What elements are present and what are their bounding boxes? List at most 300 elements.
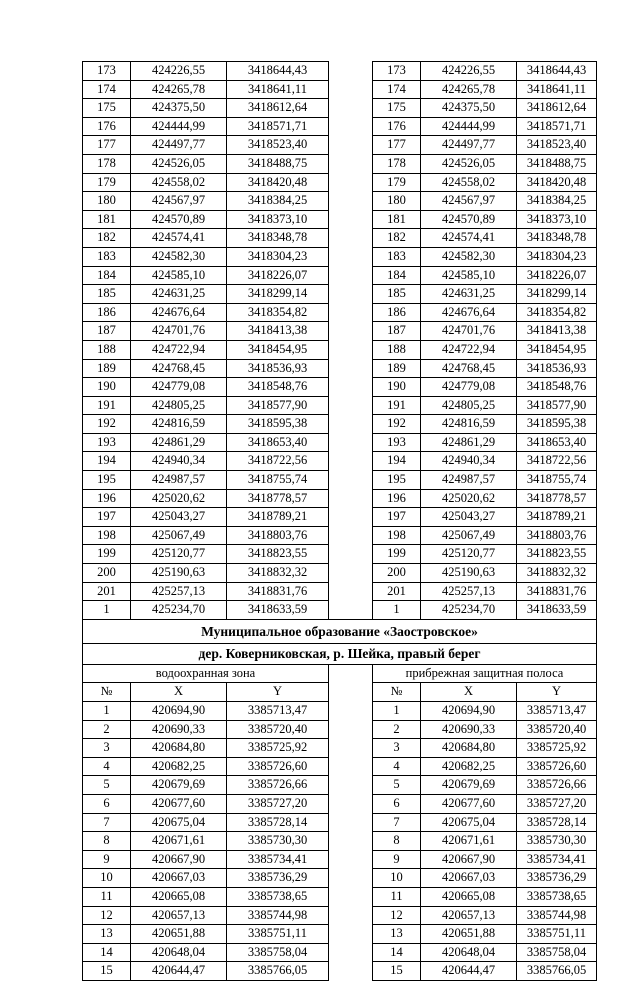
- left-num-cell: 180: [83, 192, 131, 211]
- left-num-cell: 15: [83, 962, 131, 981]
- right-x-cell: 424701,76: [421, 322, 517, 341]
- table-row: [83, 813, 597, 832]
- left-x-cell: 420665,08: [131, 887, 227, 906]
- left-num-cell: 185: [83, 285, 131, 304]
- right-y-cell: 3385727,20: [517, 794, 597, 813]
- right-y-cell: 3418612,64: [517, 99, 597, 118]
- zone-label-row: [83, 664, 597, 683]
- municipality-title: Муниципальное образование «Заостровское»: [83, 619, 597, 643]
- right-x-cell: 420682,25: [421, 757, 517, 776]
- left-x-cell: 424265,78: [131, 80, 227, 99]
- left-num-cell: 3: [83, 739, 131, 758]
- left-num-cell: 181: [83, 210, 131, 229]
- right-x-cell: 425067,49: [421, 526, 517, 545]
- right-num-cell: 179: [373, 173, 421, 192]
- left-y-cell: 3418523,40: [227, 136, 329, 155]
- left-y-cell: 3418548,76: [227, 378, 329, 397]
- left-y-cell: 3418304,23: [227, 247, 329, 266]
- right-y-cell: 3418641,11: [517, 80, 597, 99]
- left-y-cell: 3385720,40: [227, 720, 329, 739]
- table-row: [83, 266, 597, 285]
- left-y-cell: 3418299,14: [227, 285, 329, 304]
- right-y-cell: 3418823,55: [517, 545, 597, 564]
- left-y-cell: 3418595,38: [227, 415, 329, 434]
- right-x-cell: 420665,08: [421, 887, 517, 906]
- gap-cell: [329, 683, 373, 702]
- right-x-cell: 424558,02: [421, 173, 517, 192]
- right-y-cell: 3418384,25: [517, 192, 597, 211]
- gap-cell: [329, 173, 373, 192]
- right-num-cell: 14: [373, 943, 421, 962]
- right-y-cell: 3418488,75: [517, 154, 597, 173]
- table-row: [83, 943, 597, 962]
- gap-cell: [329, 489, 373, 508]
- left-x-cell: 424768,45: [131, 359, 227, 378]
- left-y-cell: 3418612,64: [227, 99, 329, 118]
- right-y-cell: 3418348,78: [517, 229, 597, 248]
- left-x-cell: 424574,41: [131, 229, 227, 248]
- right-y-cell: 3385713,47: [517, 702, 597, 721]
- gap-cell: [329, 285, 373, 304]
- right-y-cell: 3385751,11: [517, 925, 597, 944]
- place-title: дер. Коверниковская, р. Шейка, правый берег: [83, 643, 597, 664]
- right-num-cell: 1: [373, 601, 421, 620]
- table-row: [83, 850, 597, 869]
- left-y-cell: 3418778,57: [227, 489, 329, 508]
- right-y-cell: 3418420,48: [517, 173, 597, 192]
- left-x-cell: 424558,02: [131, 173, 227, 192]
- table-row: [83, 433, 597, 452]
- gap-cell: [329, 776, 373, 795]
- gap-cell: [329, 192, 373, 211]
- right-x-cell: 420667,03: [421, 869, 517, 888]
- gap-cell: [329, 850, 373, 869]
- left-num-cell: 190: [83, 378, 131, 397]
- right-num-cell: 13: [373, 925, 421, 944]
- right-x-cell: 424497,77: [421, 136, 517, 155]
- right-y-cell: 3418831,76: [517, 582, 597, 601]
- gap-cell: [329, 471, 373, 490]
- table-row: [83, 285, 597, 304]
- table-row: [83, 739, 597, 758]
- left-x-cell: 420644,47: [131, 962, 227, 981]
- gap-cell: [329, 794, 373, 813]
- gap-cell: [329, 266, 373, 285]
- left-num-cell: 184: [83, 266, 131, 285]
- left-num-cell: 195: [83, 471, 131, 490]
- gap-cell: [329, 702, 373, 721]
- right-y-cell: 3385738,65: [517, 887, 597, 906]
- right-num-cell: 187: [373, 322, 421, 341]
- right-zone-label: прибрежная защитная полоса: [373, 664, 597, 683]
- left-x-cell: 424375,50: [131, 99, 227, 118]
- right-num-header: №: [373, 683, 421, 702]
- right-num-cell: 1: [373, 702, 421, 721]
- right-x-cell: 424805,25: [421, 396, 517, 415]
- gap-cell: [329, 322, 373, 341]
- right-y-cell: 3418354,82: [517, 303, 597, 322]
- left-y-cell: 3418641,11: [227, 80, 329, 99]
- right-num-cell: 193: [373, 433, 421, 452]
- table-row: [83, 210, 597, 229]
- right-num-cell: 189: [373, 359, 421, 378]
- right-num-cell: 7: [373, 813, 421, 832]
- left-y-cell: 3418633,59: [227, 601, 329, 620]
- left-num-cell: 7: [83, 813, 131, 832]
- right-num-cell: 15: [373, 962, 421, 981]
- left-x-cell: 424861,29: [131, 433, 227, 452]
- left-x-cell: 420677,60: [131, 794, 227, 813]
- left-x-cell: 420651,88: [131, 925, 227, 944]
- right-y-cell: 3418536,93: [517, 359, 597, 378]
- left-y-cell: 3418348,78: [227, 229, 329, 248]
- left-y-cell: 3385758,04: [227, 943, 329, 962]
- left-num-cell: 179: [83, 173, 131, 192]
- table-row: [83, 794, 597, 813]
- right-y-cell: 3418304,23: [517, 247, 597, 266]
- table-row: [83, 601, 597, 620]
- gap-cell: [329, 99, 373, 118]
- right-x-cell: 420667,90: [421, 850, 517, 869]
- table-row: [83, 136, 597, 155]
- coordinates-table: [82, 61, 597, 981]
- gap-cell: [329, 526, 373, 545]
- left-x-cell: 420684,80: [131, 739, 227, 758]
- right-num-cell: 194: [373, 452, 421, 471]
- right-x-cell: 425257,13: [421, 582, 517, 601]
- left-y-cell: 3418832,32: [227, 564, 329, 583]
- right-x-cell: 424722,94: [421, 340, 517, 359]
- right-x-cell: 424526,05: [421, 154, 517, 173]
- left-num-cell: 187: [83, 322, 131, 341]
- right-y-cell: 3385766,05: [517, 962, 597, 981]
- right-x-cell: 424676,64: [421, 303, 517, 322]
- right-y-cell: 3418644,43: [517, 62, 597, 81]
- left-x-cell: 420671,61: [131, 832, 227, 851]
- left-y-cell: 3418755,74: [227, 471, 329, 490]
- gap-cell: [329, 887, 373, 906]
- left-x-cell: 424805,25: [131, 396, 227, 415]
- gap-cell: [329, 210, 373, 229]
- left-y-cell: 3418454,95: [227, 340, 329, 359]
- left-y-cell: 3418577,90: [227, 396, 329, 415]
- left-num-cell: 201: [83, 582, 131, 601]
- right-num-cell: 5: [373, 776, 421, 795]
- left-y-cell: 3418488,75: [227, 154, 329, 173]
- right-y-cell: 3418373,10: [517, 210, 597, 229]
- right-x-cell: 424816,59: [421, 415, 517, 434]
- left-y-cell: 3385766,05: [227, 962, 329, 981]
- table-row: [83, 564, 597, 583]
- left-x-cell: 420694,90: [131, 702, 227, 721]
- right-x-cell: 425043,27: [421, 508, 517, 527]
- table-row: [83, 508, 597, 527]
- left-x-cell: 420648,04: [131, 943, 227, 962]
- gap-cell: [329, 378, 373, 397]
- left-num-cell: 196: [83, 489, 131, 508]
- right-num-cell: 195: [373, 471, 421, 490]
- left-num-cell: 197: [83, 508, 131, 527]
- right-y-cell: 3418789,21: [517, 508, 597, 527]
- gap-cell: [329, 62, 373, 81]
- right-x-cell: 420679,69: [421, 776, 517, 795]
- right-x-cell: 424987,57: [421, 471, 517, 490]
- left-num-cell: 2: [83, 720, 131, 739]
- left-y-cell: 3418831,76: [227, 582, 329, 601]
- right-x-cell: 420657,13: [421, 906, 517, 925]
- left-x-cell: 424582,30: [131, 247, 227, 266]
- left-num-cell: 182: [83, 229, 131, 248]
- right-x-cell: 420690,33: [421, 720, 517, 739]
- left-y-cell: 3385728,14: [227, 813, 329, 832]
- table-row: [83, 192, 597, 211]
- left-x-cell: 424676,64: [131, 303, 227, 322]
- left-x-cell: 425120,77: [131, 545, 227, 564]
- left-num-cell: 188: [83, 340, 131, 359]
- right-y-cell: 3385758,04: [517, 943, 597, 962]
- right-x-cell: 424768,45: [421, 359, 517, 378]
- left-x-cell: 424570,89: [131, 210, 227, 229]
- right-num-cell: 201: [373, 582, 421, 601]
- gap-cell: [329, 869, 373, 888]
- right-num-cell: 9: [373, 850, 421, 869]
- right-x-cell: 420644,47: [421, 962, 517, 981]
- right-num-cell: 186: [373, 303, 421, 322]
- table-row: [83, 757, 597, 776]
- table-row: [83, 962, 597, 981]
- left-num-cell: 174: [83, 80, 131, 99]
- left-num-cell: 12: [83, 906, 131, 925]
- right-num-cell: 6: [373, 794, 421, 813]
- left-num-cell: 1: [83, 702, 131, 721]
- right-num-cell: 173: [373, 62, 421, 81]
- gap-cell: [329, 813, 373, 832]
- left-num-cell: 177: [83, 136, 131, 155]
- table-row: [83, 545, 597, 564]
- gap-cell: [329, 415, 373, 434]
- left-y-cell: 3385727,20: [227, 794, 329, 813]
- right-x-cell: 424444,99: [421, 117, 517, 136]
- left-x-cell: 425067,49: [131, 526, 227, 545]
- right-y-cell: 3418548,76: [517, 378, 597, 397]
- table-row: [83, 887, 597, 906]
- gap-cell: [329, 664, 373, 683]
- right-y-cell: 3418571,71: [517, 117, 597, 136]
- right-y-cell: 3418523,40: [517, 136, 597, 155]
- right-num-cell: 198: [373, 526, 421, 545]
- right-num-cell: 181: [373, 210, 421, 229]
- table-row: [83, 471, 597, 490]
- left-num-cell: 194: [83, 452, 131, 471]
- left-x-cell: 420682,25: [131, 757, 227, 776]
- gap-cell: [329, 80, 373, 99]
- left-x-cell: 424567,97: [131, 192, 227, 211]
- left-num-cell: 200: [83, 564, 131, 583]
- right-x-cell: 420677,60: [421, 794, 517, 813]
- municipality-title-row: [83, 619, 597, 643]
- right-x-cell: 424567,97: [421, 192, 517, 211]
- table-row: [83, 869, 597, 888]
- right-x-cell: 424375,50: [421, 99, 517, 118]
- right-y-cell: 3418413,38: [517, 322, 597, 341]
- right-x-cell: 424226,55: [421, 62, 517, 81]
- gap-cell: [329, 564, 373, 583]
- right-num-cell: 200: [373, 564, 421, 583]
- right-num-cell: 199: [373, 545, 421, 564]
- left-x-cell: 424987,57: [131, 471, 227, 490]
- left-x-cell: 425257,13: [131, 582, 227, 601]
- right-x-cell: 424582,30: [421, 247, 517, 266]
- right-x-cell: 424265,78: [421, 80, 517, 99]
- left-num-cell: 11: [83, 887, 131, 906]
- left-num-cell: 5: [83, 776, 131, 795]
- left-num-cell: 175: [83, 99, 131, 118]
- right-num-cell: 176: [373, 117, 421, 136]
- table-row: [83, 526, 597, 545]
- left-y-cell: 3385730,30: [227, 832, 329, 851]
- gap-cell: [329, 136, 373, 155]
- table-row: [83, 452, 597, 471]
- right-num-cell: 184: [373, 266, 421, 285]
- left-y-cell: 3418420,48: [227, 173, 329, 192]
- place-title-row: [83, 643, 597, 664]
- right-y-cell: 3418722,56: [517, 452, 597, 471]
- left-num-cell: 189: [83, 359, 131, 378]
- right-y-cell: 3418803,76: [517, 526, 597, 545]
- left-num-cell: 198: [83, 526, 131, 545]
- right-y-cell: 3418595,38: [517, 415, 597, 434]
- right-y-cell: 3385728,14: [517, 813, 597, 832]
- gap-cell: [329, 962, 373, 981]
- right-x-cell: 420651,88: [421, 925, 517, 944]
- table-row: [83, 396, 597, 415]
- left-y-cell: 3385713,47: [227, 702, 329, 721]
- right-num-cell: 8: [373, 832, 421, 851]
- left-x-cell: 424940,34: [131, 452, 227, 471]
- right-num-cell: 188: [373, 340, 421, 359]
- right-num-cell: 197: [373, 508, 421, 527]
- right-x-cell: 420671,61: [421, 832, 517, 851]
- gap-cell: [329, 303, 373, 322]
- left-x-cell: 420690,33: [131, 720, 227, 739]
- left-y-header: Y: [227, 683, 329, 702]
- left-x-cell: 425043,27: [131, 508, 227, 527]
- gap-cell: [329, 720, 373, 739]
- table-row: [83, 906, 597, 925]
- table-row: [83, 117, 597, 136]
- left-x-cell: 424701,76: [131, 322, 227, 341]
- table-row: [83, 340, 597, 359]
- right-y-cell: 3385720,40: [517, 720, 597, 739]
- gap-cell: [329, 396, 373, 415]
- table-row: [83, 247, 597, 266]
- left-num-cell: 14: [83, 943, 131, 962]
- right-x-header: X: [421, 683, 517, 702]
- left-num-cell: 9: [83, 850, 131, 869]
- left-num-cell: 178: [83, 154, 131, 173]
- left-y-cell: 3418644,43: [227, 62, 329, 81]
- left-y-cell: 3418354,82: [227, 303, 329, 322]
- right-num-cell: 11: [373, 887, 421, 906]
- table-row: [83, 154, 597, 173]
- table-row: [83, 322, 597, 341]
- left-num-cell: 1: [83, 601, 131, 620]
- gap-cell: [329, 433, 373, 452]
- left-y-cell: 3385751,11: [227, 925, 329, 944]
- right-y-cell: 3418454,95: [517, 340, 597, 359]
- left-y-cell: 3418653,40: [227, 433, 329, 452]
- right-y-cell: 3385736,29: [517, 869, 597, 888]
- right-num-cell: 12: [373, 906, 421, 925]
- gap-cell: [329, 359, 373, 378]
- right-y-cell: 3385730,30: [517, 832, 597, 851]
- table-row: [83, 702, 597, 721]
- right-y-cell: 3418226,07: [517, 266, 597, 285]
- left-x-cell: 420667,03: [131, 869, 227, 888]
- left-x-cell: 424526,05: [131, 154, 227, 173]
- left-num-header: №: [83, 683, 131, 702]
- gap-cell: [329, 739, 373, 758]
- left-num-cell: 6: [83, 794, 131, 813]
- right-x-cell: 424585,10: [421, 266, 517, 285]
- left-y-cell: 3418823,55: [227, 545, 329, 564]
- left-num-cell: 10: [83, 869, 131, 888]
- left-y-cell: 3418226,07: [227, 266, 329, 285]
- left-y-cell: 3418722,56: [227, 452, 329, 471]
- right-x-cell: 420675,04: [421, 813, 517, 832]
- right-num-cell: 196: [373, 489, 421, 508]
- left-num-cell: 4: [83, 757, 131, 776]
- right-x-cell: 424861,29: [421, 433, 517, 452]
- gap-cell: [329, 154, 373, 173]
- left-x-cell: 424226,55: [131, 62, 227, 81]
- gap-cell: [329, 117, 373, 136]
- left-x-cell: 424722,94: [131, 340, 227, 359]
- right-y-cell: 3385734,41: [517, 850, 597, 869]
- table-row: [83, 582, 597, 601]
- table-row: [83, 415, 597, 434]
- gap-cell: [329, 757, 373, 776]
- gap-cell: [329, 340, 373, 359]
- right-x-cell: 420648,04: [421, 943, 517, 962]
- right-x-cell: 425120,77: [421, 545, 517, 564]
- gap-cell: [329, 832, 373, 851]
- table-row: [83, 378, 597, 397]
- table-row: [83, 99, 597, 118]
- left-x-header: X: [131, 683, 227, 702]
- left-y-cell: 3385725,92: [227, 739, 329, 758]
- left-num-cell: 173: [83, 62, 131, 81]
- left-y-cell: 3418803,76: [227, 526, 329, 545]
- left-num-cell: 183: [83, 247, 131, 266]
- table-row: [83, 720, 597, 739]
- right-y-cell: 3418778,57: [517, 489, 597, 508]
- gap-cell: [329, 229, 373, 248]
- right-num-cell: 178: [373, 154, 421, 173]
- right-y-cell: 3418299,14: [517, 285, 597, 304]
- right-x-cell: 425190,63: [421, 564, 517, 583]
- table-row: [83, 80, 597, 99]
- left-num-cell: 186: [83, 303, 131, 322]
- right-num-cell: 174: [373, 80, 421, 99]
- right-x-cell: 424631,25: [421, 285, 517, 304]
- left-x-cell: 424816,59: [131, 415, 227, 434]
- left-num-cell: 193: [83, 433, 131, 452]
- left-y-cell: 3385736,29: [227, 869, 329, 888]
- gap-cell: [329, 545, 373, 564]
- right-y-cell: 3385726,60: [517, 757, 597, 776]
- table-row: [83, 925, 597, 944]
